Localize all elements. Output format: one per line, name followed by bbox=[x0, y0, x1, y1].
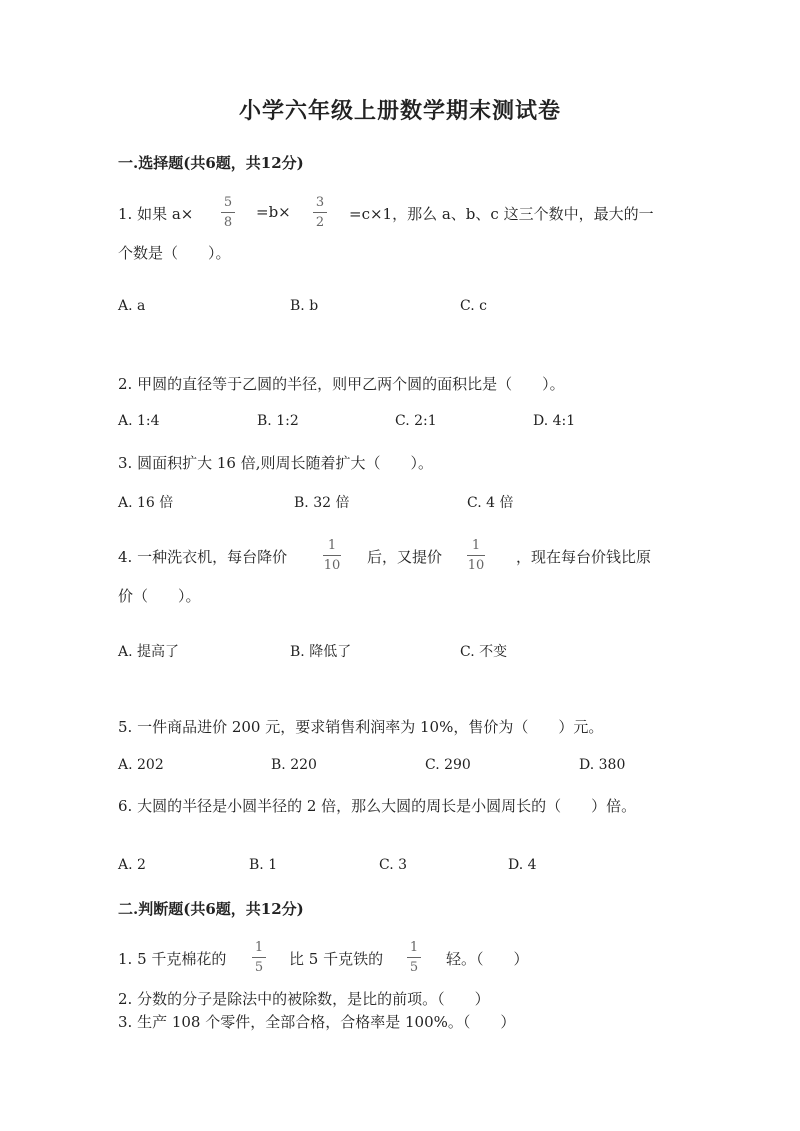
q2-option-b[interactable]: B. 1:2 bbox=[257, 413, 299, 429]
j1-frac1-numerator: 1 bbox=[254, 940, 264, 955]
q5-option-c[interactable]: C. 290 bbox=[425, 757, 471, 773]
q2-option-a[interactable]: A. 1:4 bbox=[118, 413, 160, 429]
q6-option-b[interactable]: B. 1 bbox=[249, 857, 278, 873]
q5-option-a[interactable]: A. 202 bbox=[118, 757, 164, 773]
q3-option-a[interactable]: A. 16 倍 bbox=[118, 495, 174, 511]
q1-text-line2: 个数是（ ）。 bbox=[118, 244, 231, 262]
q4-text-b: 后，又提价 bbox=[367, 548, 443, 566]
q3-option-b[interactable]: B. 32 倍 bbox=[294, 495, 350, 511]
q2-option-d[interactable]: D. 4:1 bbox=[533, 413, 576, 429]
j1-text-a: 1. 5 千克棉花的 bbox=[118, 950, 227, 968]
q1-frac1-numerator: 5 bbox=[223, 195, 233, 210]
q1-text-c: =c×1，那么 a、b、c 这三个数中，最大的一 bbox=[349, 205, 654, 223]
q1-text-a: 1. 如果 a× bbox=[118, 205, 194, 223]
q4-option-c[interactable]: C. 不变 bbox=[460, 644, 508, 660]
q3-text: 3. 圆面积扩大 16 倍,则周长随着扩大（ ）。 bbox=[118, 454, 433, 472]
q1-fraction-1 bbox=[221, 196, 235, 229]
j1-text-b: 比 5 千克铁的 bbox=[289, 950, 384, 968]
q1-frac2-numerator: 3 bbox=[315, 195, 325, 210]
q5-text: 5. 一件商品进价 200 元，要求销售利润率为 10%，售价为（ ）元。 bbox=[118, 718, 604, 736]
q2-option-c[interactable]: C. 2:1 bbox=[395, 413, 437, 429]
j1-frac2-numerator: 1 bbox=[409, 940, 419, 955]
q1-option-a[interactable]: A. a bbox=[118, 298, 146, 314]
section-heading-judgment: 二.判断题(共6题，共12分) bbox=[118, 900, 304, 918]
q1-frac1-denominator: 8 bbox=[223, 215, 233, 230]
j1-text-c: 轻。（ ） bbox=[446, 950, 529, 968]
q4-text-a: 4. 一种洗衣机，每台降价 bbox=[118, 548, 288, 566]
q4-frac1-numerator: 1 bbox=[327, 538, 337, 553]
q1-frac2-denominator: 2 bbox=[315, 215, 325, 230]
q5-option-d[interactable]: D. 380 bbox=[579, 757, 626, 773]
j1-frac2-denominator: 5 bbox=[409, 960, 419, 975]
q1-text-b: =b× bbox=[256, 203, 291, 221]
j1-fraction-2 bbox=[407, 941, 421, 974]
q6-text: 6. 大圆的半径是小圆半径的 2 倍，那么大圆的周长是小圆周长的（ ）倍。 bbox=[118, 797, 637, 815]
j1-frac1-denominator: 5 bbox=[254, 960, 264, 975]
q4-text-line2: 价（ ）。 bbox=[118, 587, 201, 605]
q5-option-b[interactable]: B. 220 bbox=[271, 757, 317, 773]
q4-fraction-2 bbox=[467, 539, 485, 572]
q3-option-c[interactable]: C. 4 倍 bbox=[467, 495, 514, 511]
q6-option-c[interactable]: C. 3 bbox=[379, 857, 408, 873]
q1-option-b[interactable]: B. b bbox=[290, 298, 319, 314]
section-heading-choice: 一.选择题(共6题，共12分) bbox=[118, 154, 304, 172]
j2-text: 2. 分数的分子是除法中的被除数，是比的前项。（ ） bbox=[118, 990, 490, 1008]
q4-frac2-denominator: 10 bbox=[467, 558, 485, 573]
q6-option-d[interactable]: D. 4 bbox=[508, 857, 537, 873]
q6-option-a[interactable]: A. 2 bbox=[118, 857, 146, 873]
page-title: 小学六年级上册数学期末测试卷 bbox=[238, 98, 561, 124]
q4-option-b[interactable]: B. 降低了 bbox=[290, 644, 352, 660]
q4-text-c: ，现在每台价钱比原 bbox=[516, 548, 652, 566]
q1-option-c[interactable]: C. c bbox=[460, 298, 487, 314]
j3-text: 3. 生产 108 个零件，全部合格，合格率是 100%。（ ） bbox=[118, 1013, 516, 1031]
q1-fraction-2 bbox=[313, 196, 327, 229]
q2-text: 2. 甲圆的直径等于乙圆的半径，则甲乙两个圆的面积比是（ ）。 bbox=[118, 375, 565, 393]
j1-fraction-1 bbox=[252, 941, 266, 974]
q4-fraction-1 bbox=[323, 539, 341, 572]
q4-frac2-numerator: 1 bbox=[471, 538, 481, 553]
q4-option-a[interactable]: A. 提高了 bbox=[118, 644, 180, 660]
q4-frac1-denominator: 10 bbox=[323, 558, 341, 573]
